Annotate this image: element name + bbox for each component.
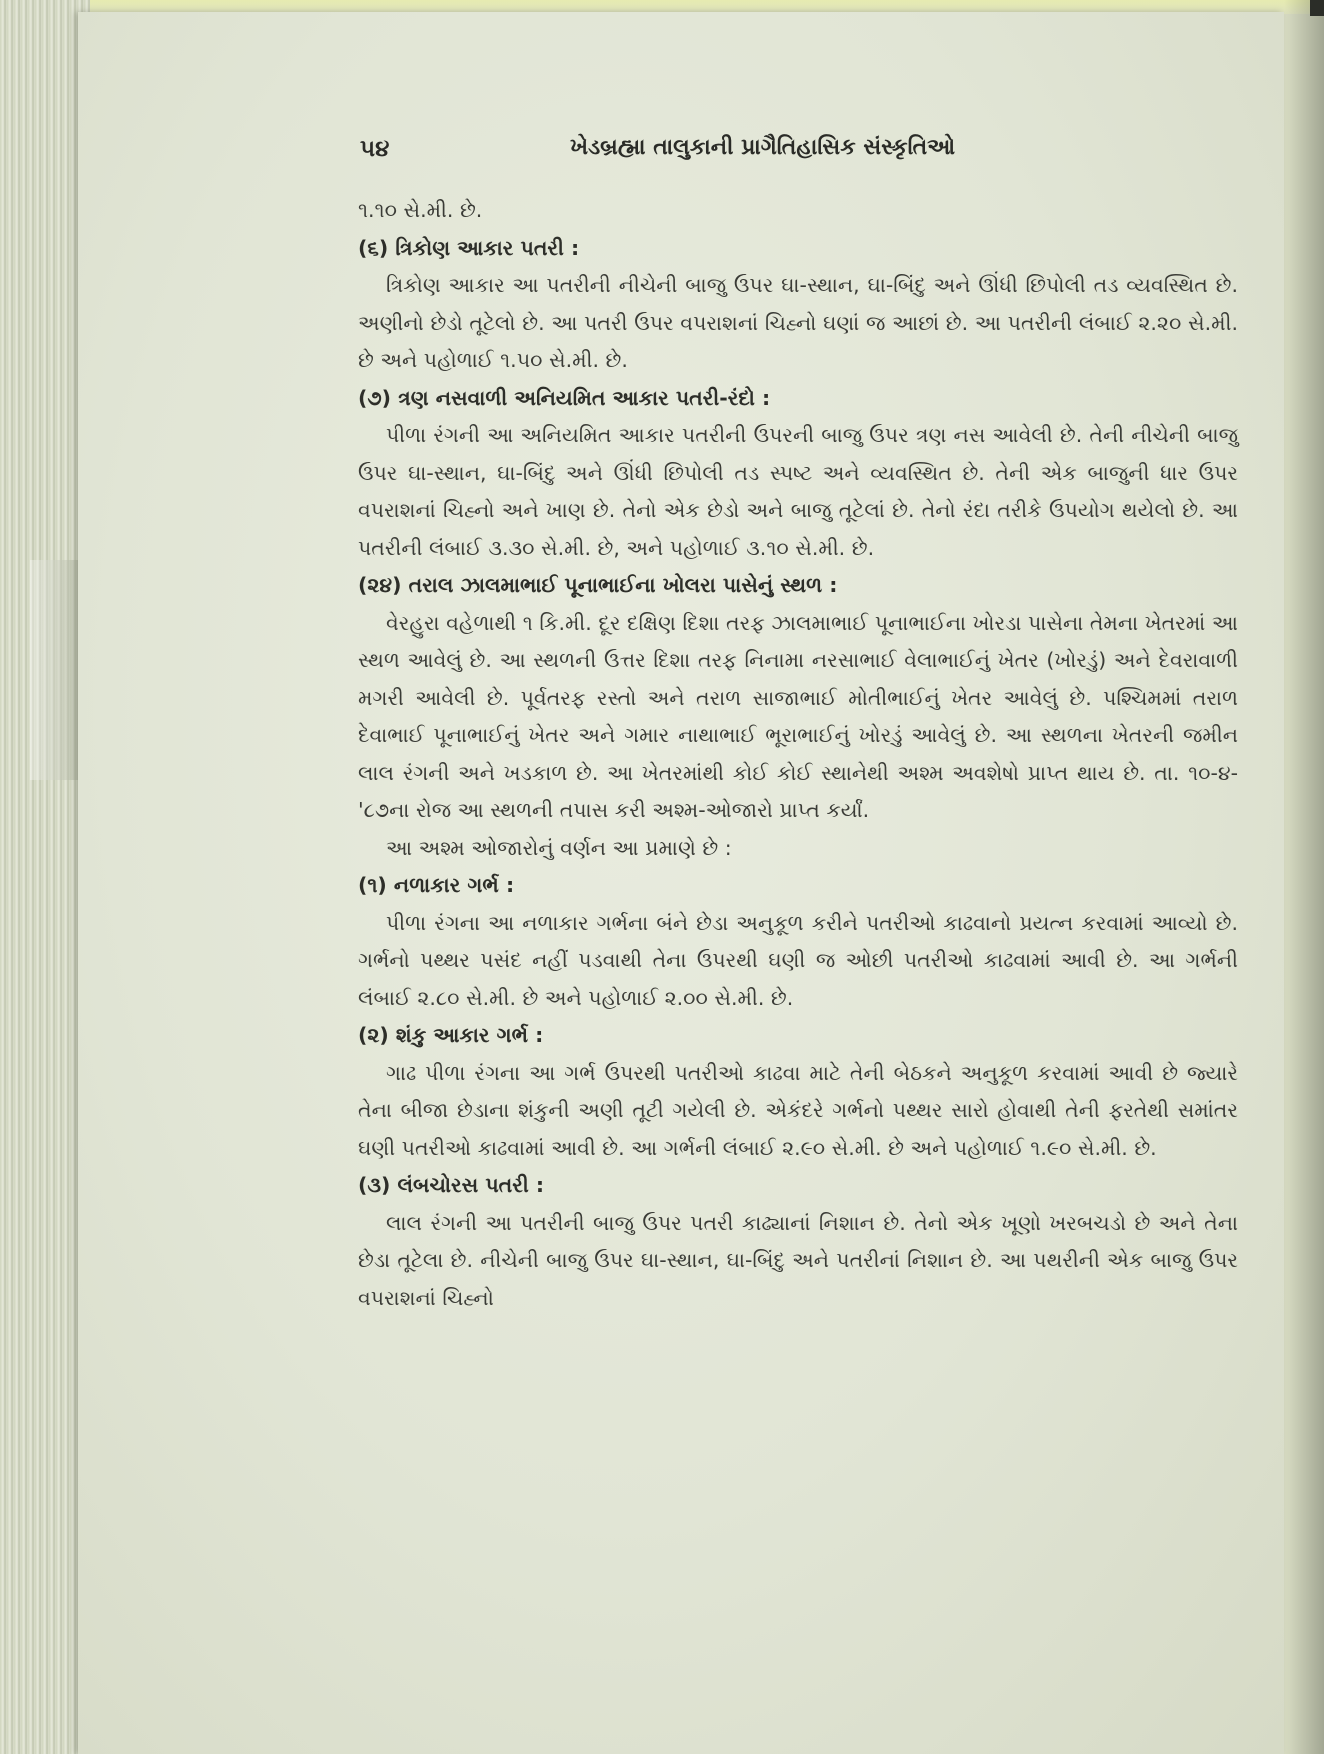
paragraph-triangle-flake: ત્રિકોણ આકાર આ પતરીની નીચેની બાજુ ઉપર ઘા-સ્થાન, ઘા-બિંદુ અને ઊંધી છિપોલી તડ વ્યવસ્થિત છે. અણીનો છેડો તૂટેલો છે. આ પતરી ઉપર વપરાશનાં ચિહ્નો ઘણાં જ આછાં છે. આ પતરીની લંબાઈ ૨.૨૦ સે.મી. છે અને પહોળાઈ ૧.૫૦ સે.મી. છે. bbox=[358, 273, 1238, 372]
site-heading-24: (૨૪) તરાલ ઝાલમાભાઈ પૂનાભાઈના ખોલરા પાસેનું સ્થળ : bbox=[358, 573, 838, 597]
paragraph-conical-core: ગાઢ પીળા રંગના આ ગર્ભ ઉપરથી પતરીઓ કાઢવા માટે તેની બેઠકને અનુકૂળ કરવામાં આવી છે જ્યારે તેના બીજા છેડાના શંકુની અણી તૂટી ગયેલી છે. એકંદરે ગર્ભનો પથ્થર સારો હોવાથી તેની ફરતેથી સમાંતર ઘણી પતરીઓ કાઢવામાં આવી છે. આ ગર્ભની લંબાઈ ૨.૯૦ સે.મી. છે અને પહોળાઈ ૧.૯૦ સે.મી. છે. bbox=[358, 1060, 1238, 1160]
paragraph-rectangular-flake: લાલ રંગની આ પતરીની બાજુ ઉપર પતરી કાઢ્યાનાં નિશાન છે. તેનો એક ખૂણો ખરબચડો છે અને તેના છેડા તૂટેલા છે. નીચેની બાજુ ઉપર ઘા-સ્થાન, ઘા-બિંદુ અને પતરીનાં નિશાન છે. આ પથરીની એક બાજુ ઉપર વપરાશનાં ચિહ્નો bbox=[358, 1210, 1238, 1310]
section-heading-6: (૬) ત્રિકોણ આકાર પતરી : bbox=[358, 235, 580, 260]
running-head: ખેડબ્રહ્મા તાલુકાની પ્રાગૈતિહાસિક સંસ્કૃતિઓ bbox=[570, 135, 956, 160]
page-stack-highlight bbox=[30, 560, 80, 780]
paragraph-three-ridge-scraper: પીળા રંગની આ અનિયમિત આકાર પતરીની ઉપરની બાજુ ઉપર ત્રણ નસ આવેલી છે. તેની નીચેની બાજુ ઉપર ઘા-સ્થાન, ઘા-બિંદુ અને ઊંધી છિપોલી તડ સ્પષ્ટ અને વ્યવસ્થિત છે. તેની એક બાજુની ધાર ઉપર વપરાશનાં ચિહ્નો અને ખાણ છે. તેનો એક છેડો અને બાજુ તૂટેલાં છે. તેનો રંદા તરીકે ઉપયોગ થયેલો છે. આ પતરીની લંબાઈ ૩.૩૦ સે.મી. છે, અને પહોળાઈ ૩.૧૦ સે.મી. છે. bbox=[358, 423, 1238, 560]
body-text bbox=[358, 192, 1238, 1317]
continuation-line: ૧.૧૦ સે.મી. છે. bbox=[358, 198, 483, 222]
tool-heading-3: (૩) લંબચોરસ પતરી : bbox=[358, 1173, 545, 1197]
paragraph-site-description: વેરહુરા વહેળાથી ૧ કિ.મી. દૂર દક્ષિણ દિશા તરફ ઝાલમાભાઈ પૂનાભાઈના ખોરડા પાસેના તેમના ખેતરમાં આ સ્થળ આવેલું છે. આ સ્થળની ઉત્તર દિશા તરફ નિનામા નરસાભાઈ વેલાભાઈનું ખેતર (ખોરડું) અને દેવરાવાળી મગરી આવેલી છે. પૂર્વતરફ રસ્તો અને તરાળ સાજાભાઈ મોતીભાઈનું ખેતર આવેલું છે. પશ્ચિમમાં તરાળ દેવાભાઈ પૂનાભાઈનું ખેતર અને ગમાર નાથાભાઈ ભૂરાભાઈનું ખોરડું આવેલું છે. આ સ્થળના ખેતરની જમીન લાલ રંગની અને ખડકાળ છે. આ ખેતરમાંથી કોઈ કોઈ સ્થાનેથી અશ્મ અવશેષો પ્રાપ્ત થાય છે. તા. ૧૦-૪-'૮૭ના રોજ આ સ્થળની તપાસ કરી અશ્મ-ઓજારો પ્રાપ્ત કર્યાં. bbox=[358, 610, 1238, 822]
tool-heading-1: (૧) નળાકાર ગર્ભ : bbox=[358, 873, 515, 897]
tool-heading-2: (૨) શંકુ આકાર ગર્ભ : bbox=[358, 1023, 544, 1047]
tools-intro: આ અશ્મ ઓજારોનું વર્ણન આ પ્રમાણે છે : bbox=[386, 835, 732, 860]
page-stack-edges bbox=[0, 0, 90, 1754]
scan-corner bbox=[1310, 0, 1324, 16]
page-header bbox=[360, 132, 1010, 172]
gutter-shadow bbox=[1284, 0, 1324, 1754]
page-number: ૫૪ bbox=[360, 136, 390, 162]
section-heading-7: (૭) ત્રણ નસવાળી અનિયમિત આકાર પતરી-રંદો : bbox=[358, 385, 771, 410]
paragraph-cylindrical-core: પીળા રંગના આ નળાકાર ગર્ભના બંને છેડા અનુકૂળ કરીને પતરીઓ કાઢવાનો પ્રયત્ન કરવામાં આવ્યો છે. ગર્ભનો પથ્થર પસંદ નહીં પડવાથી તેના ઉપરથી ઘણી જ ઓછી પતરીઓ કાઢવામાં આવી છે. આ ગર્ભની લંબાઈ ૨.૮૦ સે.મી. છે અને પહોળાઈ ૨.૦૦ સે.મી. છે. bbox=[358, 910, 1238, 1010]
